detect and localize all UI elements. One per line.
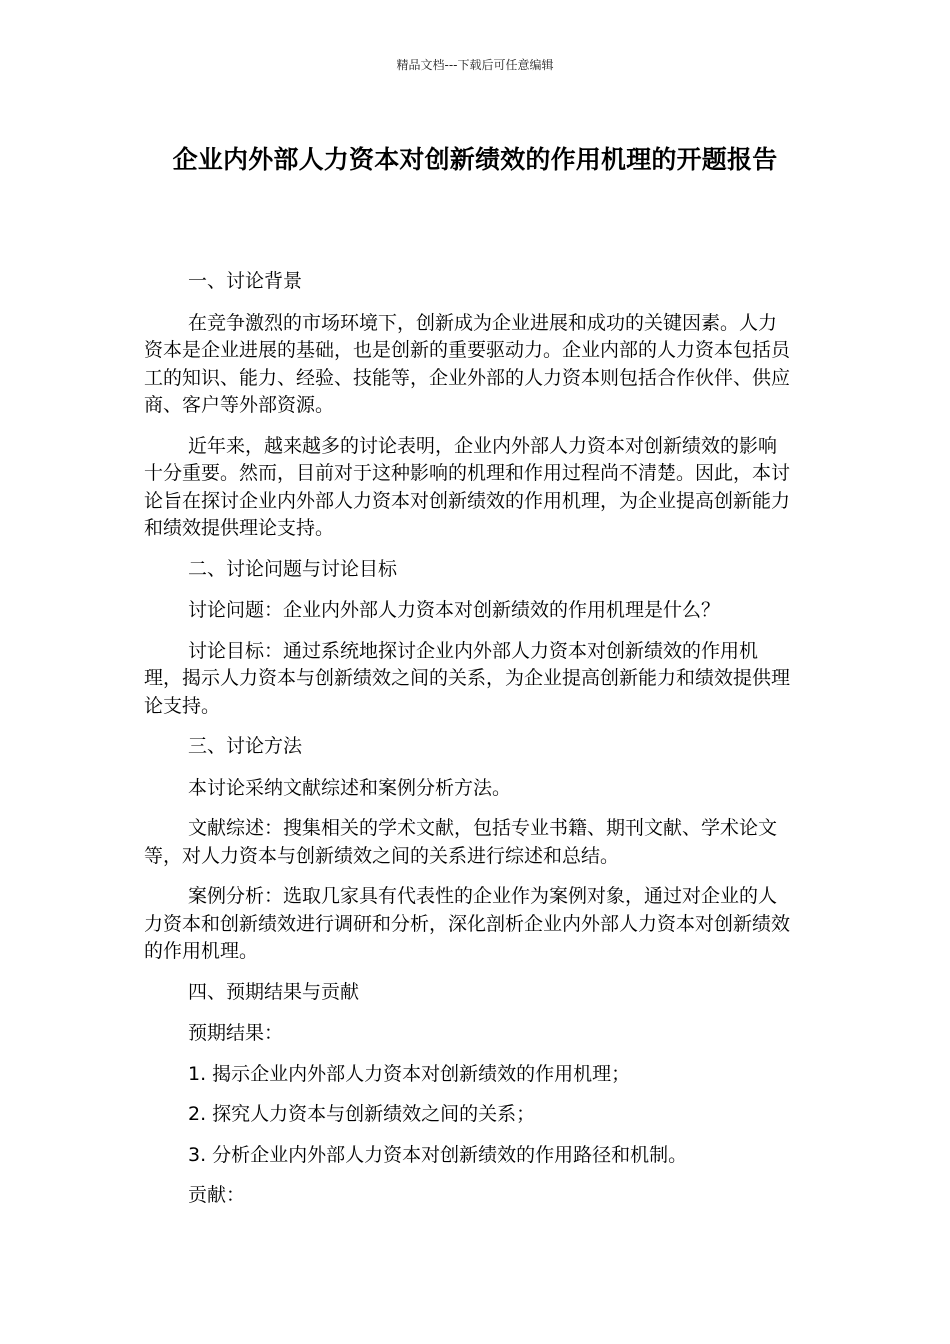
section-heading-questions: 二、讨论问题与讨论目标 bbox=[188, 557, 398, 580]
paragraph-background-1: 在竞争激烈的市场环境下，创新成为企业进展和成功的关键因素。人力资本是企业进展的基础，也是创新的重要驱动力。企业内部的人力资本包括员工的知识、能力、经验、技能等，企业外部的人力资本则包括合作伙伴、供应商、客户等外部资源。 bbox=[144, 311, 791, 416]
paragraph-question: 讨论问题：企业内外部人力资本对创新绩效的作用机理是什么？ bbox=[188, 599, 721, 621]
section-heading-methods: 三、讨论方法 bbox=[188, 735, 303, 757]
paragraph-contribution-label: 贡献： bbox=[188, 1184, 246, 1206]
paragraph-literature-review: 文献综述：搜集相关的学术文献，包括专业书籍、期刊文献、学术论文等，对人力资本与创新绩效之间的关系进行综述和总结。 bbox=[144, 817, 778, 867]
paragraph-case-analysis: 案例分析：选取几家具有代表性的企业作为案例对象，通过对企业的人力资本和创新绩效进行调研和分析，深化剖析企业内外部人力资本对创新绩效的作用机理。 bbox=[144, 885, 791, 962]
section-heading-results: 四、预期结果与贡献 bbox=[188, 980, 360, 1003]
paragraph-goal: 讨论目标：通过系统地探讨企业内外部人力资本对创新绩效的作用机理，揭示人力资本与创新绩效之间的关系，为企业提高创新能力和绩效提供理论支持。 bbox=[144, 639, 791, 717]
list-item-result-3: 3. 分析企业内外部人力资本对创新绩效的作用路径和机制。 bbox=[188, 1143, 688, 1166]
document-body bbox=[144, 268, 794, 1223]
section-heading-background: 一、讨论背景 bbox=[188, 270, 303, 292]
list-item-result-2: 2. 探究人力资本与创新绩效之间的关系； bbox=[188, 1103, 536, 1125]
document-title: 企业内外部人力资本对创新绩效的作用机理的开题报告 bbox=[172, 145, 778, 174]
paragraph-expected-results-label: 预期结果： bbox=[188, 1022, 284, 1044]
paragraph-background-2: 近年来，越来越多的讨论表明，企业内外部人力资本对创新绩效的影响十分重要。然而，目前对于这种影响的机理和作用过程尚不清楚。因此，本讨论旨在探讨企业内外部人力资本对创新绩效的作用机理，为企业提高创新能力和绩效提供理论支持。 bbox=[144, 434, 791, 539]
header-note: 精品文档---下载后可任意编辑 bbox=[396, 58, 554, 72]
list-item-result-1: 1. 揭示企业内外部人力资本对创新绩效的作用机理； bbox=[188, 1062, 631, 1085]
paragraph-methods-intro: 本讨论采纳文献综述和案例分析方法。 bbox=[188, 776, 512, 799]
